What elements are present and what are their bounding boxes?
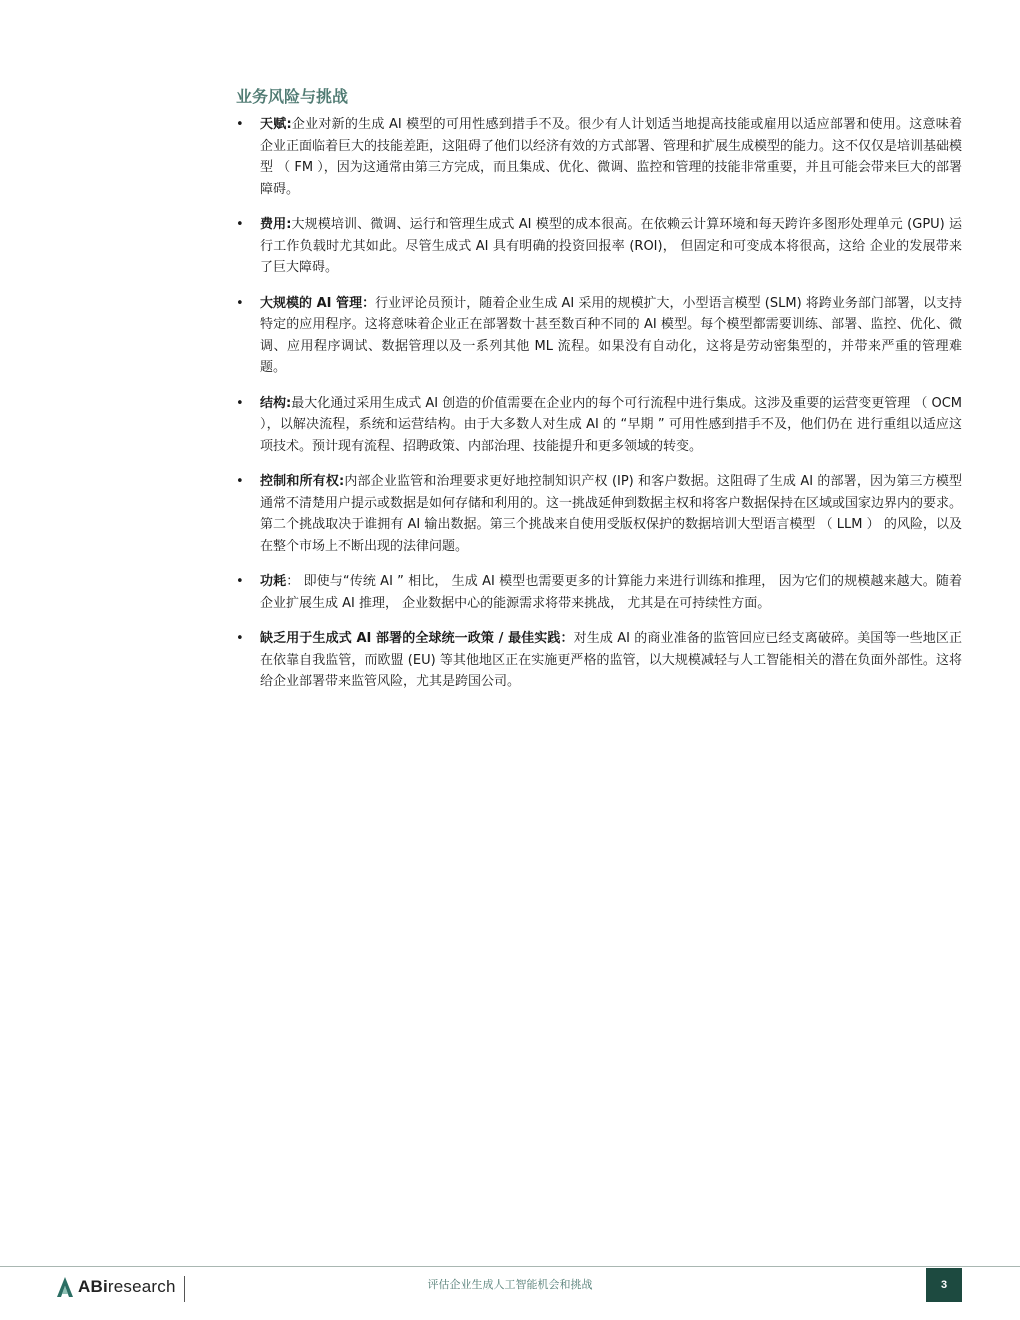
bullet-icon: • — [236, 217, 244, 232]
logo-wordmark-bold: ABi — [78, 1277, 108, 1296]
bullet-text: 对生成 AI 的商业准备的监管回应已经支离破碎。美国等一些地区正在依靠自我监管，而欧盟 (EU) 等其他地区正在实施更严格的监管，以大规模减轻与人工智能相关的潜在负面外部性。这将给企业部署带来监管风险，尤其是跨国公司。 — [260, 631, 963, 689]
footer-divider — [0, 1266, 1020, 1267]
bullet-text: 内部企业监管和治理要求更好地控制知识产权 (IP) 和客户数据。这阻碍了生成 AI 的部署，因为第三方模型通常不清楚用户提示或数据是如何存储和利用的。这一挑战延伸到数据主权和将客户数据保持在区域或国家边界内的要求。第二个挑战取决于谁拥有 AI 输出数据。第三个挑战来自使用受版权保护的数据培训大型语言模型 （ LLM ） 的风险，以及在整个市场上不断出现的法律问题。 — [260, 474, 963, 554]
bullet-term: 功耗 — [260, 574, 287, 589]
list-item — [236, 628, 962, 693]
list-item — [236, 471, 962, 557]
bullet-icon: • — [236, 474, 244, 489]
list-item — [236, 571, 962, 614]
bullet-icon: • — [236, 395, 244, 411]
bullet-text: ： 即使与“传统 AI ” 相比， 生成 AI 模型也需要更多的计算能力来进行训练和推理， 因为它们的规模越来越大。随着企业扩展生成 AI 推理， 企业数据中心的能源需求将带来挑战， 尤其是在可持续性方面。 — [260, 574, 962, 611]
list-item — [236, 293, 962, 379]
logo-wordmark-rest: research — [107, 1277, 176, 1296]
list-item — [236, 214, 962, 279]
list-item — [236, 393, 962, 458]
section-title: 业务风险与挑战 — [236, 87, 349, 106]
bullet-icon: • — [236, 117, 244, 132]
risk-list — [236, 114, 962, 707]
bullet-term: 结构: — [260, 395, 292, 411]
bullet-term: 大规模的 AI 管理： — [260, 295, 376, 311]
bullet-text: 大规模培训、微调、运行和管理生成式 AI 模型的成本很高。在依赖云计算环境和每天跨许多图形处理单元 (GPU) 运行工作负载时尤其如此。尽管生成式 AI 具有明确的投资回报率 (ROI)， 但固定和可变成本将很高，这给 企业的发展带来了巨大障碍。 — [260, 217, 962, 275]
list-item — [236, 114, 962, 200]
page-number-badge: 3 — [926, 1268, 962, 1302]
bullet-term: 缺乏用于生成式 AI 部署的全球统一政策 / 最佳实践： — [260, 631, 574, 646]
bullet-term: 天赋: — [260, 117, 292, 132]
bullet-term: 控制和所有权: — [260, 474, 345, 489]
bullet-text: 行业评论员预计，随着企业生成 AI 采用的规模扩大，小型语言模型 (SLM) 将跨业务部门部署，以支持特定的应用程序。这将意味着企业正在部署数十甚至数百种不同的 AI 模型。每个模型都需要训练、部署、监控、优化、微调、应用程序调试、数据管理以及一系列其他 ML 流程。如果没有自动化，这将是劳动密集型的，并带来严重的管理难题。 — [260, 295, 962, 375]
bullet-text: 企业对新的生成 AI 模型的可用性感到措手不及。很少有人计划适当地提高技能或雇用以适应部署和使用。这意味着企业正面临着巨大的技能差距，这阻碍了他们以经济有效的方式部署、管理和扩展生成模型的能力。这不仅仅是培训基础模型 （ FM ），因为这通常由第三方完成，而且集成、优化、微调、监控和管理的技能非常重要，并且可能会带来巨大的部署障碍。 — [260, 117, 963, 197]
footer-report-title: 评估企业生成人工智能机会和挑战 — [427, 1278, 593, 1291]
bullet-icon: • — [236, 295, 244, 311]
bullet-term: 费用: — [260, 217, 292, 232]
bullet-text: 最大化通过采用生成式 AI 创造的价值需要在企业内的每个可行流程中进行集成。这涉及重要的运营变更管理 （ OCM ），以解决流程，系统和运营结构。由于大多数人对生成 AI 的 “早期 ” 可用性感到措手不及，他们仍在 进行重组以适应这项技术。预计现有流程、招聘政策、内部治理、技能提升和更多领域的转变。 — [260, 395, 962, 454]
bullet-icon: • — [236, 574, 244, 589]
bullet-icon: • — [236, 631, 244, 646]
